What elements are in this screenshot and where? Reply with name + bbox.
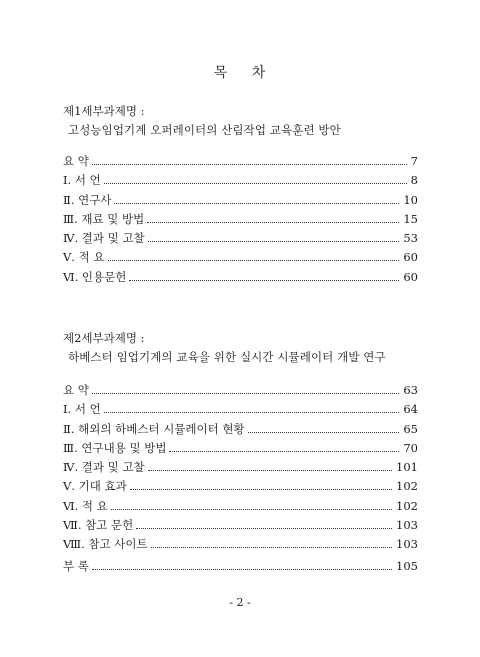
toc-entry-page: 105 [396,559,418,573]
toc-entry-label: Ⅴ. 기대 효과 [63,479,127,494]
section2-heading: 제2세부과제명 : [63,331,145,345]
toc-entry [63,230,418,249]
toc-entry-label: Ⅰ. 서 언 [63,173,101,188]
toc-entry-label: Ⅳ. 결과 및 고찰 [63,460,145,475]
section1-subtitle: 고성능임업기계 오퍼레이터의 산림작업 교육훈련 방안 [68,123,341,137]
toc-entry-page: 70 [403,440,418,455]
toc-entry [63,153,418,172]
dot-leader [248,432,400,433]
toc-entry-appendix [63,558,418,577]
dot-leader [104,183,407,184]
dot-leader [151,547,392,548]
toc-entry [63,459,418,478]
toc-entry [63,517,418,536]
toc-entry-page: 53 [403,231,418,246]
dot-leader [108,260,400,261]
dot-leader [114,203,399,204]
dot-leader [92,393,399,394]
toc-entry-label: Ⅱ. 해외의 하베스터 시뮬레이터 현황 [63,421,245,436]
toc-entry-label: Ⅵ. 적 요 [63,498,108,513]
dot-leader [92,569,392,570]
dot-leader [147,222,399,223]
dot-leader [104,412,400,413]
toc-entry-label: Ⅶ. 참고 문헌 [63,518,134,533]
dot-leader [92,164,407,165]
toc-entry-page: 63 [403,383,418,397]
toc-entry-page: 10 [403,192,418,207]
toc-entry-label: Ⅲ. 연구내용 및 방법 [63,440,167,455]
toc-entry [63,269,418,288]
toc-entry-page: 8 [410,173,418,188]
toc-entry-page: 15 [403,211,418,226]
toc-entry [63,211,418,230]
toc-entry-label: Ⅳ. 결과 및 고찰 [63,231,145,246]
toc-entry [63,498,418,517]
toc-entry [63,192,418,211]
section1-heading: 제1세부과제명 : [63,104,145,118]
section1-toc [63,153,418,288]
toc-entry-page: 60 [403,250,418,265]
dot-leader [148,241,400,242]
section2-subtitle: 하베스터 임업기계의 교육을 위한 실시간 시뮬레이터 개발 연구 [68,350,386,364]
toc-entry-page: 102 [396,498,418,513]
toc-entry [63,421,418,440]
toc-entry-page: 7 [410,154,418,168]
toc-entry-page: 64 [403,402,418,417]
toc-entry-label: Ⅰ. 서 언 [63,402,101,417]
section2-toc [63,382,418,556]
toc-entry-page: 102 [396,479,418,494]
toc-entry-label: 요 약 [63,383,89,397]
toc-entry-label: Ⅴ. 적 요 [63,250,105,265]
toc-entry-label: 부 록 [63,559,89,573]
toc-entry [63,249,418,268]
dot-leader [169,451,399,452]
toc-entry [63,172,418,191]
dot-leader [129,280,399,281]
toc-entry-label: Ⅷ. 참고 사이트 [63,537,148,552]
toc-entry-page: 103 [396,537,418,552]
toc-entry-page: 60 [403,269,418,284]
page-number: - 2 - [229,596,251,609]
toc-entry-page: 103 [396,518,418,533]
dot-leader [148,470,392,471]
toc-entry-label: Ⅱ. 연구사 [63,192,112,207]
toc-entry-page: 101 [396,460,418,475]
toc-entry [63,536,418,555]
dot-leader [111,509,392,510]
toc-entry-label: 요 약 [63,154,89,168]
appendix-toc [63,558,418,577]
dot-leader [136,528,392,529]
toc-entry [63,478,418,497]
page-title: 목 차 [213,65,267,81]
toc-entry [63,382,418,401]
toc-entry [63,401,418,420]
toc-entry [63,440,418,459]
dot-leader [130,489,392,490]
toc-entry-label: Ⅵ. 인용문헌 [63,269,127,284]
toc-entry-page: 65 [403,421,418,436]
toc-entry-label: Ⅲ. 재료 및 방법 [63,211,145,226]
